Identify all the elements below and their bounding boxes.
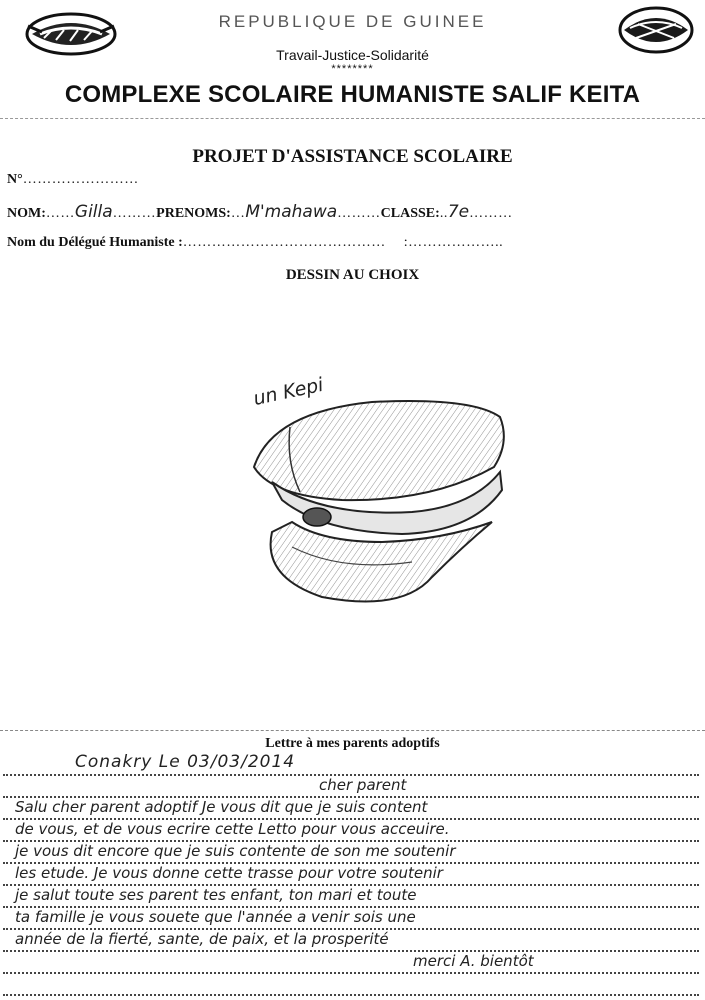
motto-stars: ******** <box>331 63 374 75</box>
nom-value: Gilla <box>74 202 113 222</box>
letter-line-10 <box>3 950 699 974</box>
drawing-title: DESSIN AU CHOIX <box>285 267 420 283</box>
letter-greeting: cher parent <box>319 776 407 794</box>
letter-line-8 <box>3 906 699 930</box>
prenoms-value: M'mahawa <box>245 202 338 222</box>
number-field: N°…………………… <box>7 172 139 187</box>
national-motto: Travail-Justice-Solidarité <box>276 47 429 63</box>
letter-text-2: de vous, et de vous ecrire cette Letto pour vous acceuire. <box>15 820 450 838</box>
school-name: COMPLEXE SCOLAIRE HUMANISTE SALIF KEITA <box>64 81 641 108</box>
kepi-cap-sketch-icon <box>232 372 532 622</box>
form-title: PROJET D'ASSISTANCE SCOLAIRE <box>192 146 513 167</box>
letter-line-2 <box>3 774 699 798</box>
letter-closing: merci A. bientôt <box>413 952 534 970</box>
letter-line-3 <box>3 796 699 820</box>
republic-title: REPUBLIQUE DE GUINEE <box>218 12 487 31</box>
letter-line-11 <box>3 972 699 996</box>
letter-line-5 <box>3 840 699 864</box>
letter-title: Lettre à mes parents adoptifs <box>265 736 440 751</box>
delegue-label: Nom du Délégué Humaniste : <box>7 235 183 250</box>
letter-text-4: les etude. Je vous donne cette trasse pour votre soutenir <box>15 864 443 882</box>
letter-line-6 <box>3 862 699 886</box>
drawing-label: un Kepi <box>251 373 326 410</box>
letter-line-7 <box>3 884 699 908</box>
letter-text-5: je salut toute ses parent tes enfant, ton mari et toute <box>15 886 417 904</box>
letter-date: Conakry Le 03/03/2014 <box>75 752 296 772</box>
classe-label: CLASSE: <box>380 206 440 221</box>
letter-divider <box>0 730 705 731</box>
prenoms-label: PRENOMS: <box>156 206 231 221</box>
number-label: N° <box>7 172 23 187</box>
nom-label: NOM: <box>7 206 46 221</box>
letter-line-1 <box>3 752 699 776</box>
classe-value: 7e <box>447 202 470 222</box>
letter-text-6: ta famille je vous souete que l'année a venir sois une <box>15 908 416 926</box>
letter-text-1: Salu cher parent adoptif Je vous dit que je suis content <box>15 798 428 816</box>
letter-text-3: je vous dit encore que je suis contente de son me soutenir <box>15 842 456 860</box>
identity-row: NOM:……Gilla………PRENOMS:…M'mahawa………CLASSE:..7e……… <box>7 202 513 222</box>
letter-line-9 <box>3 928 699 952</box>
letter-line-4 <box>3 818 699 842</box>
letter-text-7: année de la fierté, sante, de paix, et la prosperité <box>15 930 389 948</box>
delegate-row: Nom du Délégué Humaniste :…………………………………… :……………….. <box>7 235 504 250</box>
header-divider <box>0 118 705 119</box>
